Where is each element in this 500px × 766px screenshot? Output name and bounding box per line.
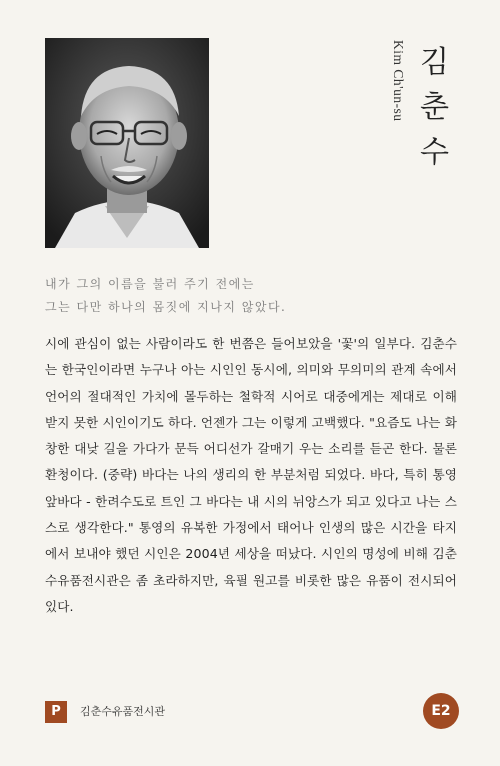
location-code-badge: E2 [423, 693, 459, 729]
poem-line: 내가 그의 이름을 불러 주기 전에는 [45, 277, 255, 291]
place-name: 김춘수유품전시관 [80, 705, 166, 718]
author-portrait [45, 38, 209, 248]
poem-line: 그는 다만 하나의 몸짓에 지나지 않았다. [45, 300, 287, 314]
author-name-roman: Kim Ch'un-su [391, 40, 406, 122]
author-name [386, 40, 461, 200]
parking-p-icon: P [45, 701, 67, 723]
author-name-korean: 김춘수 [420, 45, 449, 170]
poem-quote [45, 273, 465, 319]
body-paragraph: 시에 관심이 없는 사람이라도 한 번쯤은 들어보았을 '꽃'의 일부다. 김춘수는 한국인이라면 누구나 아는 시인인 동시에, 의미와 무의미의 관계 속에서 언어의 절대적인 가치에 몰두하는 철학적 시어로 대중에게는 제대로 이해 받지 못한 시인이기도 하다. 언젠가 그는 이렇게 고백했다. "요즘도 나는 화창한 대낮 길을 가다가 문득 어디선가 갈매기 우는 소리를 듣곤 한다. 물론 환청이다. (중략) 바다는 나의 생리의 한 부분처럼 되었다. 바다, 특히 통영 앞바다 - 한려수도로 트인 그 바다는 내 시의 뉘앙스가 되고 있다고 나는 스스로 생각한다." 통영의 유복한 가정에서 태어나 인생의 많은 시간을 타지에서 보내야 했던 시인은 2004년 세상을 떠났다. 시인의 명성에 비해 김춘수유품전시관은 좀 초라하지만, 육필 원고를 비롯한 많은 유품이 전시되어 있다. [45, 336, 457, 614]
